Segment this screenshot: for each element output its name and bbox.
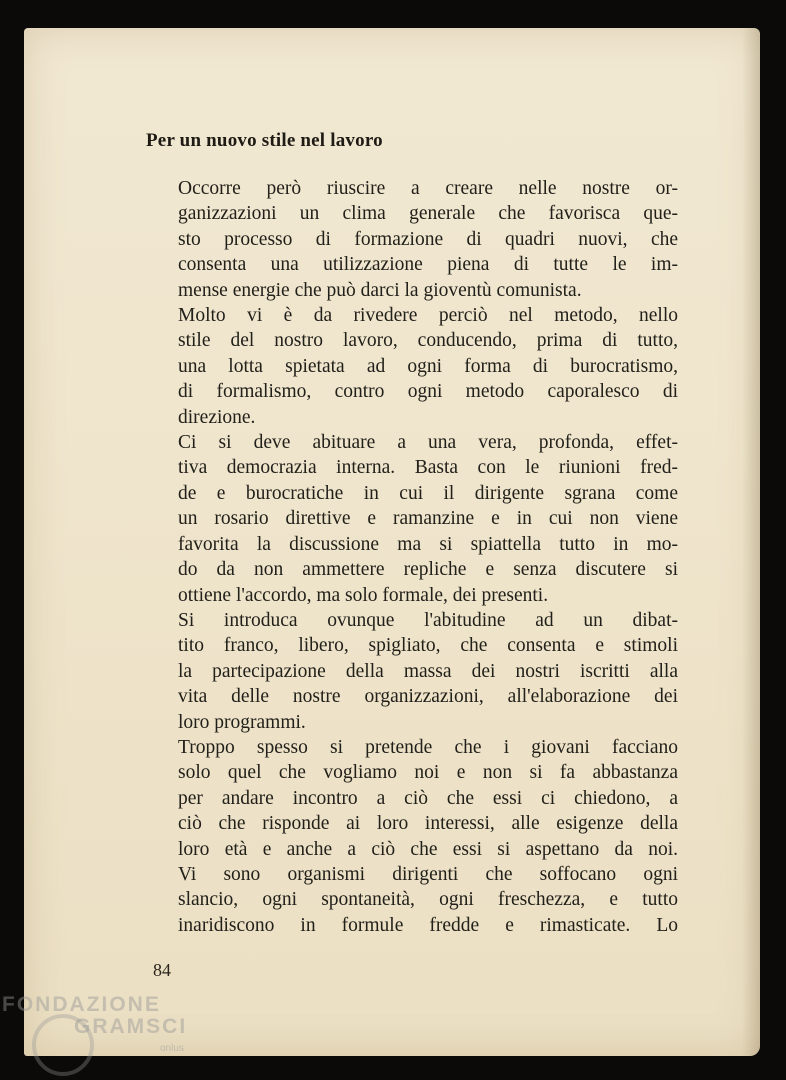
text-line: inaridiscono in formule fredde e rimasticate. Lo xyxy=(178,914,678,936)
text-line: la partecipazione della massa dei nostri iscritti alla xyxy=(178,660,678,682)
text-line: ganizzazioni un clima generale che favorisca que- xyxy=(178,203,678,225)
page-number: 84 xyxy=(153,960,171,980)
text-line: una lotta spietata ad ogni forma di burocratismo, xyxy=(178,355,678,377)
paragraph xyxy=(146,430,678,608)
paragraph xyxy=(146,608,678,735)
watermark-line3: onlus xyxy=(160,1043,184,1054)
paragraph xyxy=(146,735,678,938)
text-line: Ci si deve abituare a una vera, profonda, effet- xyxy=(178,432,678,454)
watermark-line1: FONDAZIONE xyxy=(2,993,161,1016)
text-line: per andare incontro a ciò che essi ci chiedono, a xyxy=(178,787,678,809)
paragraph xyxy=(146,176,678,303)
text-line: solo quel che vogliamo noi e non si fa abbastanza xyxy=(178,762,678,784)
section-heading: Per un nuovo stile nel lavoro xyxy=(146,130,383,151)
text-line: sto processo di formazione di quadri nuovi, che xyxy=(178,228,678,250)
text-line: tiva democrazia interna. Basta con le riunioni fred- xyxy=(178,457,678,479)
text-line: direzione. xyxy=(178,406,256,428)
text-line: Si introduca ovunque l'abitudine ad un dibat- xyxy=(178,609,678,631)
text-line: consenta una utilizzazione piena di tutte le im- xyxy=(178,254,678,276)
text-line: Vi sono organismi dirigenti che soffocano ogni xyxy=(178,863,678,885)
text-line: vita delle nostre organizzazioni, all'elaborazione dei xyxy=(178,686,678,708)
text-line: Troppo spesso si pretende che i giovani facciano xyxy=(178,736,678,758)
text-line: di formalismo, contro ogni metodo caporalesco di xyxy=(178,381,678,403)
text-line: favorita la discussione ma si spiattella tutto in mo- xyxy=(178,533,678,555)
book-page xyxy=(24,28,760,1056)
paragraph xyxy=(146,303,678,430)
watermark xyxy=(2,994,187,1060)
text-line: Molto vi è da rivedere perciò nel metodo, nello xyxy=(178,305,678,327)
text-line: tito franco, libero, spigliato, che consenta e stimoli xyxy=(178,635,678,657)
text-line: Occorre però riuscire a creare nelle nostre or- xyxy=(178,178,678,199)
body-text xyxy=(146,176,678,938)
text-line: ciò che risponde ai loro interessi, alle esigenze della xyxy=(178,813,678,835)
watermark-line2: GRAMSCI xyxy=(74,1015,188,1038)
text-line: loro età e anche a ciò che essi si aspettano da noi. xyxy=(178,838,678,860)
text-line: slancio, ogni spontaneità, ogni freschezza, e tutto xyxy=(178,889,678,911)
text-line: do da non ammettere repliche e senza discutere si xyxy=(178,559,678,581)
text-line: un rosario direttive e ramanzine e in cui non viene xyxy=(178,508,678,530)
text-line: de e burocratiche in cui il dirigente sgrana come xyxy=(178,482,678,504)
text-line: ottiene l'accordo, ma solo formale, dei presenti. xyxy=(178,584,549,606)
text-line: stile del nostro lavoro, conducendo, prima di tutto, xyxy=(178,330,678,352)
text-line: loro programmi. xyxy=(178,711,306,733)
text-line: mense energie che può darci la gioventù comunista. xyxy=(178,279,582,301)
